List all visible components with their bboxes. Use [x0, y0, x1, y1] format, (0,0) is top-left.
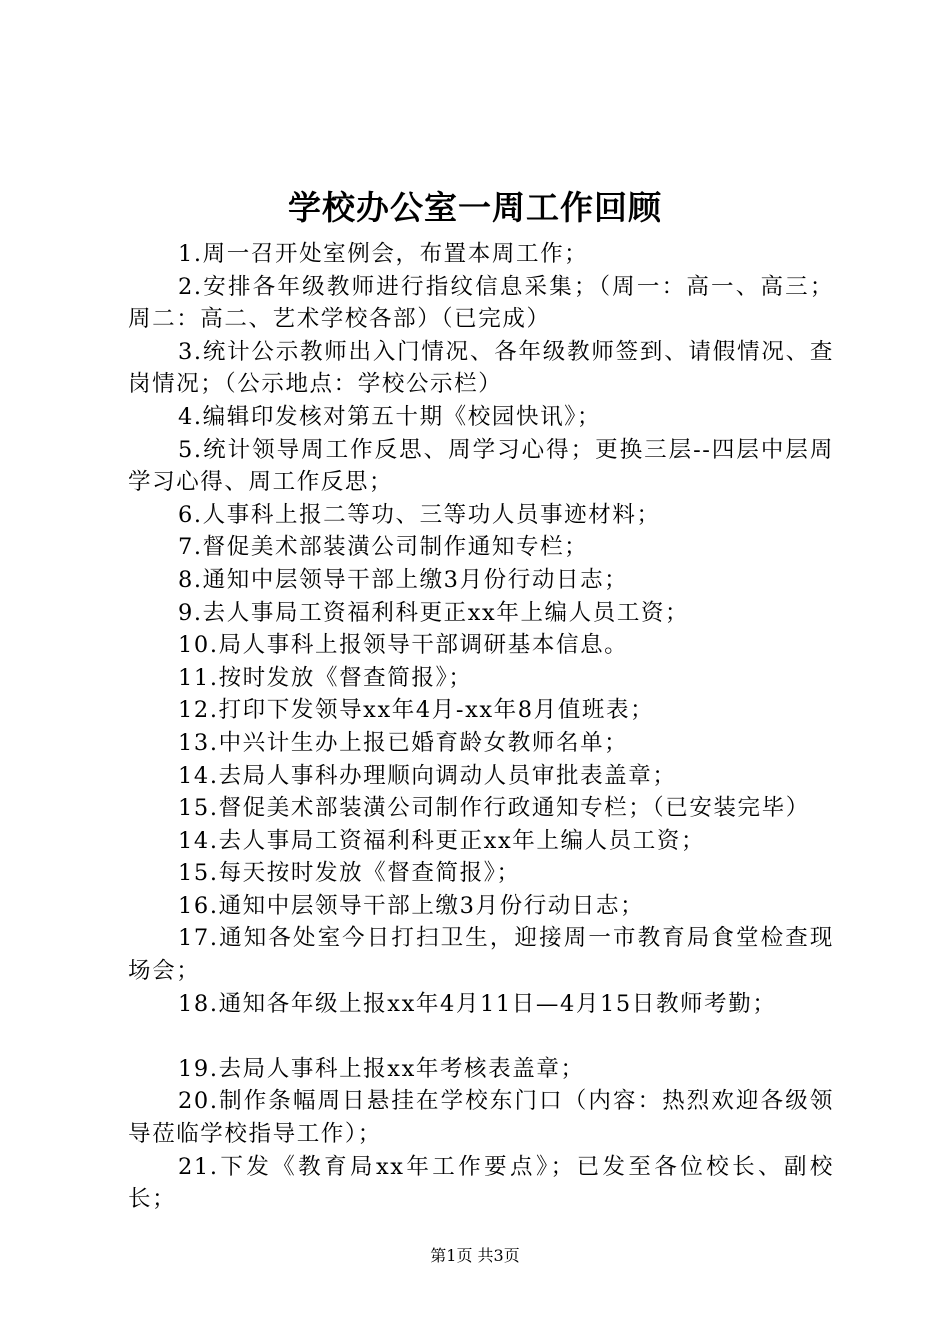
- paragraph: 3.统计公示教师出入门情况、各年级教师签到、请假情况、查岗情况；（公示地点：学校公示栏）: [128, 338, 834, 398]
- paragraph: 8.通知中层领导干部上缴3月份行动日志；: [178, 566, 629, 593]
- paragraph: 11.按时发放《督查简报》；: [178, 664, 473, 691]
- paragraph: 13.中兴计生办上报已婚育龄女教师名单；: [178, 729, 629, 756]
- document-title: 学校办公室一周工作回顾: [288, 188, 662, 227]
- paragraph: 12.打印下发领导xx年4月-xx年8月值班表；: [178, 697, 655, 724]
- paragraph: 15.每天按时发放《督查简报》；: [178, 860, 521, 887]
- paragraph: 19.去局人事科上报xx年考核表盖章；: [178, 1055, 585, 1082]
- document-body: [128, 238, 834, 1216]
- paragraph: 6.人事科上报二等功、三等功人员事迹材料；: [178, 501, 661, 528]
- paragraph: 14.去局人事科办理顺向调动人员审批表盖章；: [178, 762, 677, 789]
- page-footer: 第1页 共3页: [430, 1246, 520, 1265]
- paragraph: 5.统计领导周工作反思、周学习心得；更换三层--四层中层周学习心得、周工作反思；: [128, 436, 834, 496]
- paragraph: 10.局人事科上报领导干部调研基本信息。: [178, 632, 629, 659]
- paragraph: 4.编辑印发核对第五十期《校园快讯》；: [178, 403, 602, 430]
- paragraph: 2.安排各年级教师进行指纹信息采集；（周一：高一、高三；周二：高二、艺术学校各部）（已完成）: [128, 273, 834, 333]
- paragraph: 18.通知各年级上报xx年4月11日—4月15日教师考勤；: [178, 990, 777, 1017]
- paragraph: 21.下发《教育局xx年工作要点》；已发至各位校长、副校长；: [128, 1153, 834, 1213]
- paragraph: 1.周一召开处室例会，布置本周工作；: [178, 241, 589, 267]
- paragraph: 15.督促美术部装潢公司制作行政通知专栏；（已安装完毕）: [178, 795, 810, 822]
- paragraph: 17.通知各处室今日打扫卫生，迎接周一市教育局食堂检查现场会；: [128, 925, 834, 985]
- paragraph: 9.去人事局工资福利科更正xx年上编人员工资；: [178, 599, 690, 626]
- paragraph: 7.督促美术部装潢公司制作通知专栏；: [178, 534, 589, 561]
- paragraph: 14.去人事局工资福利科更正xx年上编人员工资；: [178, 827, 706, 854]
- blank-paragraph: [128, 1020, 834, 1053]
- paragraph: 16.通知中层领导干部上缴3月份行动日志；: [178, 892, 645, 919]
- paragraph: 20.制作条幅周日悬挂在学校东门口（内容：热烈欢迎各级领导莅临学校指导工作）；: [128, 1088, 834, 1148]
